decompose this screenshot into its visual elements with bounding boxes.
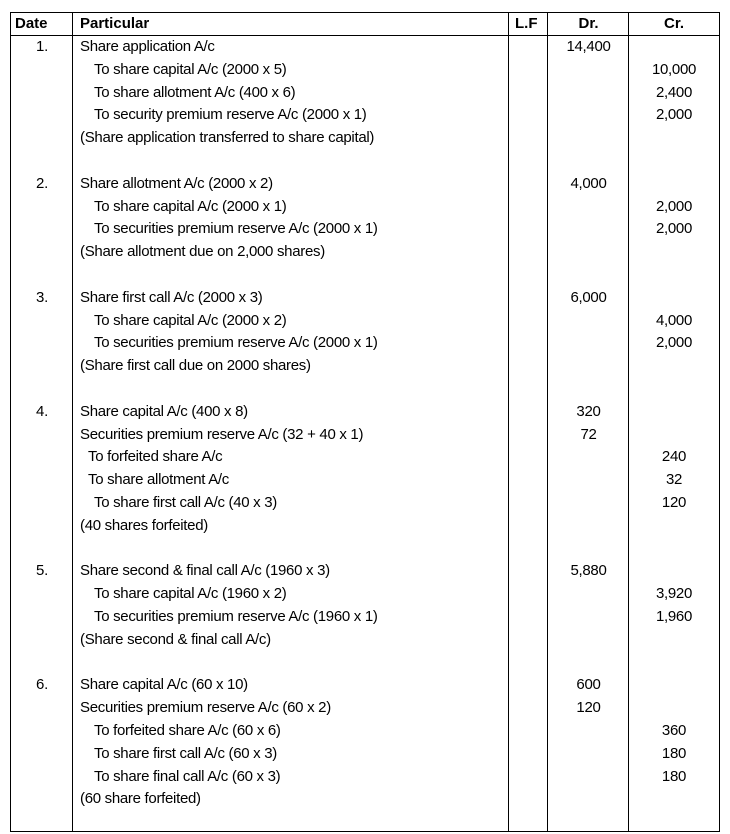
- journal-line: [11, 766, 719, 789]
- particular-text: Securities premium reserve A/c (60 x 2): [80, 699, 331, 717]
- credit-amount: 2,000: [655, 197, 693, 215]
- journal-line: [11, 36, 719, 59]
- credit-amount: 2,000: [655, 220, 693, 238]
- journal-table: [10, 12, 720, 832]
- header-dr: Dr.: [578, 15, 599, 32]
- particular-text: Share application A/c: [80, 38, 215, 55]
- entry-spacer: [11, 150, 719, 173]
- particular-text: Share first call A/c (2000 x 3): [80, 288, 263, 306]
- particular-text: Share second & final call A/c (1960 x 3): [80, 562, 330, 580]
- journal-line: [11, 788, 719, 811]
- entry-date: 4.: [36, 402, 48, 420]
- particular-text: (Share allotment due on 2,000 shares): [80, 243, 325, 261]
- entry-spacer: [11, 378, 719, 401]
- particular-text: Securities premium reserve A/c (32 + 40 x 1): [80, 425, 364, 443]
- debit-amount: 6,000: [570, 288, 607, 306]
- particular-text: (40 shares forfeited): [80, 516, 208, 534]
- credit-amount: 1,960: [655, 607, 693, 625]
- table-body: [11, 36, 719, 834]
- journal-line: [11, 629, 719, 652]
- particular-text: To forfeited share A/c (60 x 6): [94, 721, 281, 739]
- particular-text: To share allotment A/c: [88, 471, 229, 489]
- particular-text: (Share application transferred to share capital): [80, 129, 375, 147]
- particular-text: To share first call A/c (40 x 3): [94, 493, 277, 511]
- credit-amount: 180: [661, 767, 687, 785]
- particular-text: (60 share forfeited): [80, 790, 201, 808]
- entry-date: 6.: [36, 676, 48, 694]
- journal-line: [11, 606, 719, 629]
- journal-line: [11, 310, 719, 333]
- entry-spacer: [11, 538, 719, 561]
- journal-line: [11, 515, 719, 538]
- particular-text: (Share second & final call A/c): [80, 630, 271, 648]
- journal-line: [11, 218, 719, 241]
- particular-text: To share final call A/c (60 x 3): [94, 767, 281, 785]
- particular-text: To share capital A/c (1960 x 2): [94, 585, 287, 603]
- entry-date: 3.: [36, 288, 48, 306]
- header-lf: L.F: [515, 15, 538, 32]
- particular-text: Share allotment A/c (2000 x 2): [80, 174, 273, 192]
- credit-amount: 120: [661, 493, 687, 511]
- journal-line: [11, 469, 719, 492]
- particular-text: To share first call A/c (60 x 3): [94, 744, 277, 762]
- credit-amount: 360: [661, 721, 687, 739]
- journal-line: [11, 287, 719, 310]
- journal-line: [11, 59, 719, 82]
- journal-line: [11, 104, 719, 127]
- particular-text: To share capital A/c (2000 x 5): [94, 60, 287, 78]
- particular-text: To share allotment A/c (400 x 6): [94, 83, 296, 101]
- credit-amount: 10,000: [651, 60, 697, 78]
- journal-line: [11, 424, 719, 447]
- journal-line: [11, 355, 719, 378]
- journal-line: [11, 674, 719, 697]
- credit-amount: 180: [661, 744, 687, 762]
- table-header: [11, 13, 719, 36]
- particular-text: To forfeited share A/c: [88, 448, 223, 466]
- header-particular: Particular: [80, 15, 150, 32]
- debit-amount: 4,000: [570, 174, 607, 192]
- journal-line: [11, 446, 719, 469]
- credit-amount: 2,400: [655, 83, 693, 101]
- journal-line: [11, 127, 719, 150]
- entry-date: 2.: [36, 174, 48, 192]
- entry-spacer: [11, 264, 719, 287]
- debit-amount: 600: [576, 676, 601, 694]
- particular-text: To securities premium reserve A/c (1960 x 1): [94, 607, 378, 625]
- particular-text: To securities premium reserve A/c (2000 x 1): [94, 220, 378, 238]
- particular-text: To share capital A/c (2000 x 1): [94, 197, 287, 215]
- header-cr: Cr.: [663, 15, 684, 32]
- journal-line: [11, 173, 719, 196]
- credit-amount: 2,000: [655, 334, 693, 352]
- debit-amount: 320: [576, 402, 601, 420]
- debit-amount: 14,400: [566, 38, 611, 55]
- journal-line: [11, 241, 719, 264]
- particular-text: To share capital A/c (2000 x 2): [94, 311, 287, 329]
- journal-line: [11, 743, 719, 766]
- debit-amount: 120: [576, 699, 601, 717]
- entry-spacer: [11, 811, 719, 834]
- header-date: Date: [15, 15, 48, 32]
- entry-spacer: [11, 652, 719, 675]
- credit-amount: 240: [661, 448, 687, 466]
- journal-line: [11, 332, 719, 355]
- credit-amount: 32: [665, 471, 683, 489]
- debit-amount: 5,880: [570, 562, 607, 580]
- entry-date: 1.: [36, 38, 48, 55]
- debit-amount: 72: [580, 425, 597, 443]
- particular-text: To securities premium reserve A/c (2000 x 1): [94, 334, 378, 352]
- journal-line: [11, 492, 719, 515]
- credit-amount: 4,000: [655, 311, 693, 329]
- journal-line: [11, 720, 719, 743]
- credit-amount: 3,920: [655, 585, 693, 603]
- particular-text: Share capital A/c (400 x 8): [80, 402, 248, 420]
- particular-text: To security premium reserve A/c (2000 x 1): [94, 106, 367, 124]
- particular-text: Share capital A/c (60 x 10): [80, 676, 248, 694]
- particular-text: (Share first call due on 2000 shares): [80, 357, 311, 375]
- credit-amount: 2,000: [655, 106, 693, 124]
- journal-line: [11, 560, 719, 583]
- journal-line: [11, 697, 719, 720]
- entry-date: 5.: [36, 562, 48, 580]
- journal-line: [11, 82, 719, 105]
- journal-line: [11, 401, 719, 424]
- journal-line: [11, 583, 719, 606]
- journal-line: [11, 196, 719, 219]
